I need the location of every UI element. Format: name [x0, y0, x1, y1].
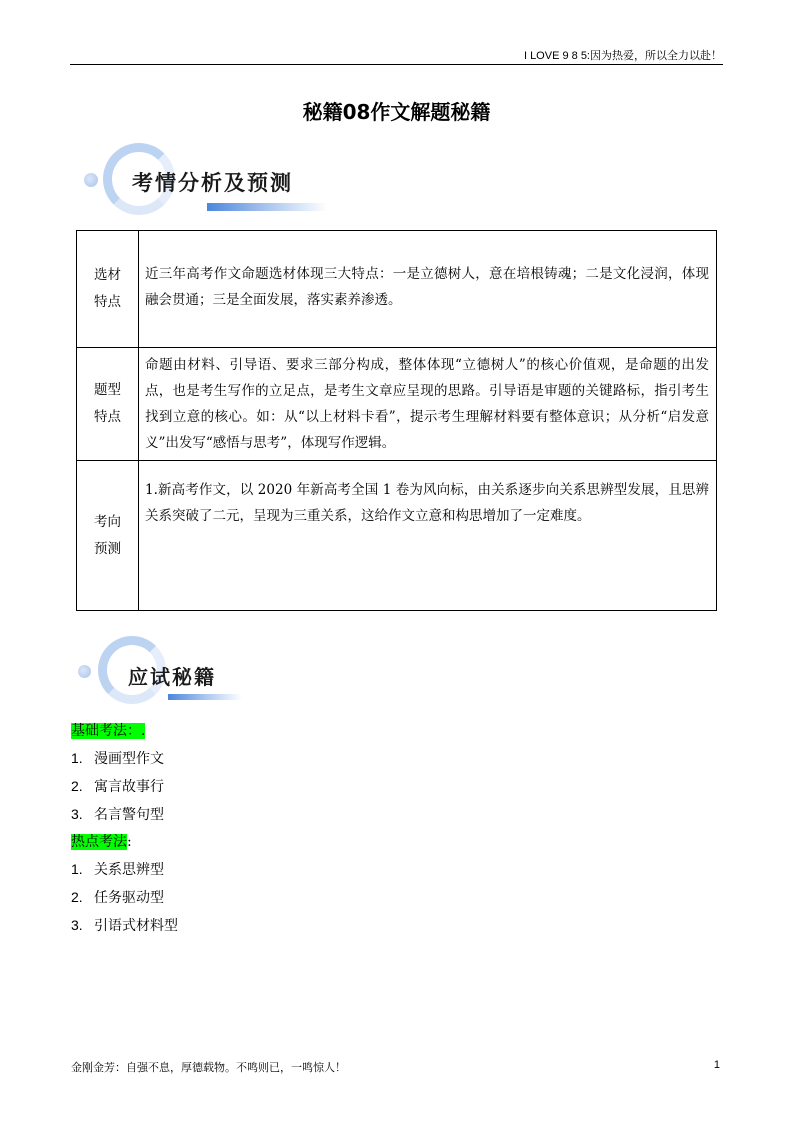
page-number: 1: [713, 1059, 720, 1071]
list-number: 2.: [71, 778, 83, 794]
row-header-line: 题型: [94, 382, 121, 398]
footer-motto: 金刚金芳：自强不息，厚德载物。不鸣则已，一鸣惊人！: [71, 1061, 346, 1074]
list-text: 寓言故事行: [94, 779, 164, 795]
row-header-line: 考向: [94, 513, 121, 530]
header-rule: [70, 64, 723, 65]
analysis-table: [76, 230, 717, 611]
hot-heading: 热点考法: [71, 834, 127, 850]
list-number: 3.: [71, 917, 83, 933]
list-text: 漫画型作文: [94, 751, 164, 767]
list-item: [71, 856, 178, 884]
list-item: [71, 745, 178, 773]
section-title-analysis: 考情分析及预测: [132, 171, 293, 195]
banner-bar: [207, 203, 327, 211]
list-item: [71, 912, 178, 940]
list-number: 1.: [71, 861, 83, 877]
section-title-strategy: 应试秘籍: [128, 665, 216, 689]
row-header-line: 选材: [94, 267, 121, 283]
row-header-line: 特点: [94, 409, 121, 425]
basic-methods: [71, 718, 178, 940]
header-text: I LOVE 9 8 5:因为热爱，所以全力以赴！: [523, 50, 722, 62]
list-number: 2.: [71, 889, 83, 905]
row-header-line: 预测: [94, 540, 121, 557]
document-title: 秘籍08作文解题秘籍: [302, 100, 491, 124]
banner-dot-icon: [78, 665, 91, 678]
list-text: 关系思辨型: [94, 862, 164, 878]
basic-heading-suffix: .: [141, 723, 146, 739]
list-text: 名言警句型: [94, 807, 164, 823]
row-header: [77, 231, 139, 348]
list-text: 引语式材料型: [94, 918, 178, 934]
row-header: [77, 461, 139, 611]
basic-heading: 基础考法：: [71, 723, 141, 739]
section-banner-strategy: [78, 636, 248, 706]
list-number: 1.: [71, 750, 83, 766]
section-banner-analysis: [84, 143, 334, 218]
banner-dot-icon: [84, 173, 98, 187]
row-header: [77, 348, 139, 461]
basic-heading-line: [71, 718, 178, 745]
row-header-line: 特点: [94, 294, 121, 310]
table-row: [77, 348, 717, 461]
table-row: [77, 461, 717, 611]
hot-heading-suffix: :: [127, 834, 132, 850]
list-text: 任务驱动型: [94, 890, 164, 906]
table-row: [77, 231, 717, 348]
list-number: 3.: [71, 806, 83, 822]
row-content: 近三年高考作文命题选材体现三大特点：一是立德树人，意在培根铸魂；二是文化浸润，体现融会贯通；三是全面发展，落实素养渗透。: [139, 231, 717, 348]
list-item: [71, 884, 178, 912]
hot-heading-line: [71, 829, 178, 856]
banner-bar: [168, 694, 242, 700]
list-item: [71, 801, 178, 829]
list-item: [71, 773, 178, 801]
row-content: 命题由材料、引导语、要求三部分构成，整体体现“立德树人”的核心价值观，是命题的出发点，也是考生写作的立足点，是考生文章应呈现的思路。引导语是审题的关键路标，指引考生找到立意的核心。如：从“以上材料卡看”，提示考生理解材料要有整体意识；从分析“启发意义”出发写“感悟与思考”，体现写作逻辑。: [139, 348, 717, 461]
row-content: 1.新高考作文，以 2020 年新高考全国 1 卷为风向标，由关系逐步向关系思辨型发展，且思辨关系突破了二元，呈现为三重关系，这给作文立意和构思增加了一定难度。: [139, 461, 717, 611]
